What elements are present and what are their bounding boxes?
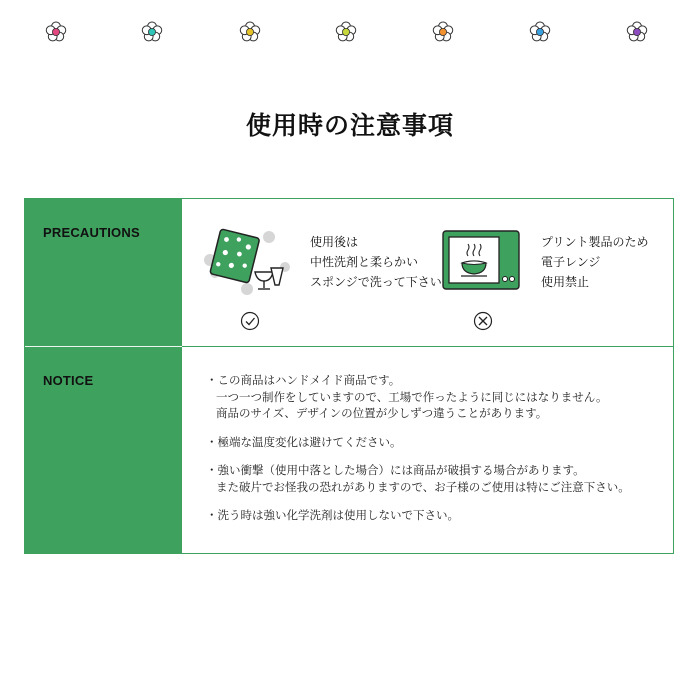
precautions-label: PRECAUTIONS: [43, 225, 140, 240]
flower-icon: [625, 20, 649, 44]
microwave-icon: [442, 230, 520, 290]
notice-paragraph: ・強い衝撃（使用中落とした場合）には商品が破損する場合があります。 また破片でお怪我の恐れがありますので、お子様のご使用は特にご注意下さい。: [206, 463, 630, 494]
sponge-icon: [201, 225, 291, 297]
precaution-2-text: プリント製品のため 電子レンジ 使用禁止: [541, 235, 649, 289]
flower-icon: [238, 20, 262, 44]
precaution-1-text: 使用後は 中性洗剤と柔らかい スポンジで洗って下さい: [310, 235, 442, 289]
notice-paragraph: ・洗う時は強い化学洗剤は使用しないで下さい。: [206, 508, 459, 522]
notice-paragraph: ・極端な温度変化は避けてください。: [206, 434, 402, 449]
page-title: 使用時の注意事項: [245, 111, 454, 140]
flower-decoration-row: [0, 20, 700, 44]
x-circle-icon: [473, 311, 493, 331]
label-divider: [25, 346, 182, 347]
check-circle-icon: [240, 311, 260, 331]
notice-paragraph: ・この商品はハンドメイド商品です。 一つ一つ制作をしていますので、工場で作ったように同じにはなりません。 商品のサイズ、デザインの位置が少しずつ違うことがあります。: [206, 373, 608, 420]
flower-icon: [334, 20, 358, 44]
info-table: [24, 198, 674, 554]
flower-icon: [44, 20, 68, 44]
flower-icon: [431, 20, 455, 44]
flower-icon: [140, 20, 164, 44]
notice-content: [206, 372, 666, 536]
flower-icon: [528, 20, 552, 44]
notice-label: NOTICE: [43, 373, 94, 388]
